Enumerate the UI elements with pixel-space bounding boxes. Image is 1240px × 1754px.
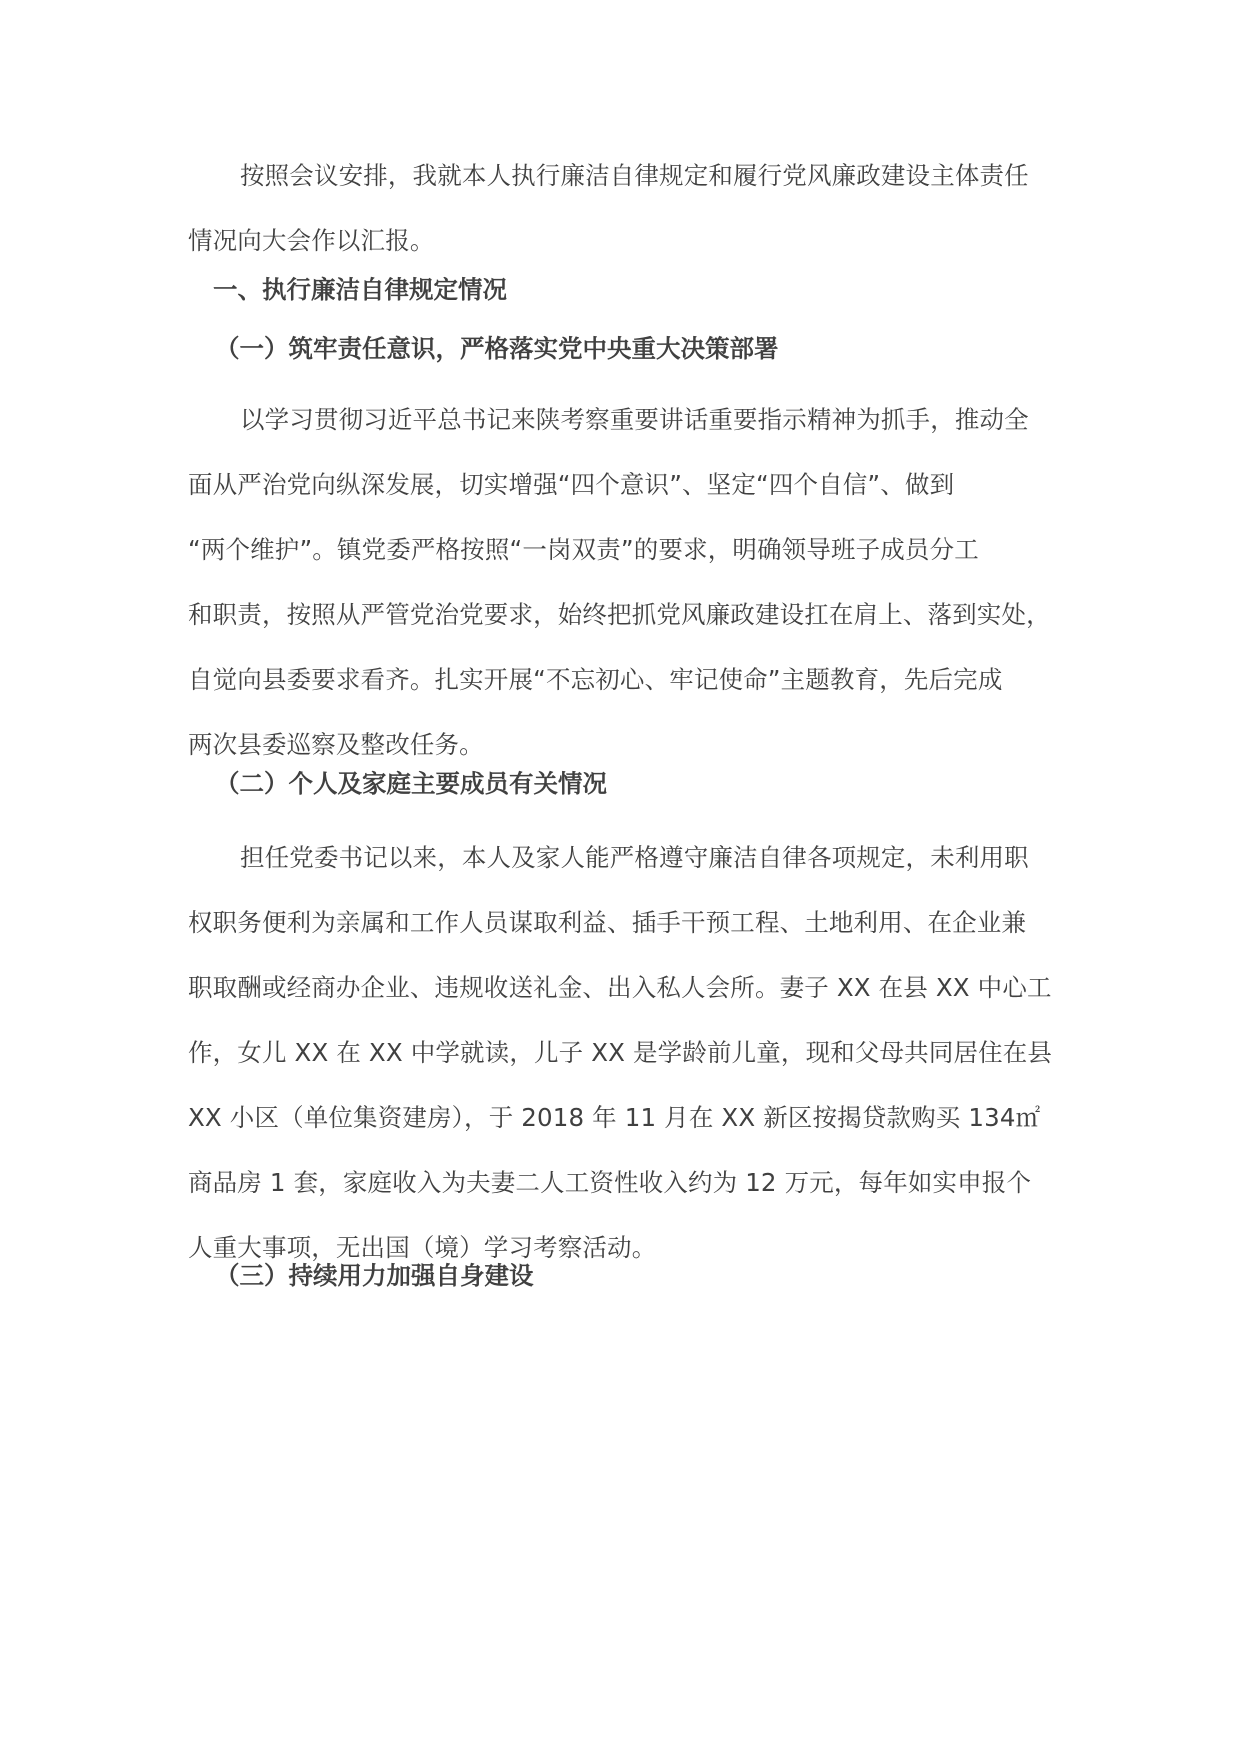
paragraph-line: 商品房 1 套，家庭收入为夫妻二人工资性收入约为 12 万元，每年如实申报个 <box>188 1168 1032 1197</box>
paragraph-line: 以学习贯彻习近平总书记来陕考察重要讲话重要指示精神为抓手，推动全 <box>240 405 1029 434</box>
paragraph-line: 作，女儿 XX 在 XX 中学就读，儿子 XX 是学龄前儿童，现和父母共同居住在县 <box>188 1038 1053 1067</box>
paragraph-line: “两个维护”。镇党委严格按照“一岗双责”的要求，明确领导班子成员分工 <box>188 535 979 564</box>
section-heading: 一、执行廉洁自律规定情况 <box>213 275 507 304</box>
subsection-heading: （二）个人及家庭主要成员有关情况 <box>215 769 607 798</box>
paragraph-line: 担任党委书记以来，本人及家人能严格遵守廉洁自律各项规定，未利用职 <box>240 843 1029 872</box>
paragraph-line: 自觉向县委要求看齐。扎实开展“不忘初心、牢记使命”主题教育，先后完成 <box>188 665 1003 694</box>
subsection-heading: （三）持续用力加强自身建设 <box>215 1261 534 1290</box>
body-paragraph <box>188 387 1060 777</box>
paragraph-line: 情况向大会作以汇报。 <box>188 226 435 255</box>
subsection-heading: （一）筑牢责任意识，严格落实党中央重大决策部署 <box>215 334 779 363</box>
paragraph-line: 面从严治党向纵深发展，切实增强“四个意识”、坚定“四个自信”、做到 <box>188 470 955 499</box>
paragraph-line: 职取酬或经商办企业、违规收送礼金、出入私人会所。妻子 XX 在县 XX 中心工 <box>188 973 1052 1002</box>
paragraph-line: XX 小区（单位集资建房），于 2018 年 11 月在 XX 新区按揭贷款购买 134㎡ <box>188 1103 1041 1132</box>
paragraph-line: 权职务便利为亲属和工作人员谋取利益、插手干预工程、土地利用、在企业兼 <box>188 908 1027 937</box>
paragraph-line: 按照会议安排，我就本人执行廉洁自律规定和履行党风廉政建设主体责任 <box>240 161 1029 190</box>
intro-paragraph <box>188 143 1060 273</box>
paragraph-line: 两次县委巡察及整改任务。 <box>188 730 484 759</box>
paragraph-line: 和职责，按照从严管党治党要求，始终把抓党风廉政建设扛在肩上、落到实处， <box>188 600 1051 629</box>
paragraph-line: 人重大事项，无出国（境）学习考察活动。 <box>188 1233 657 1262</box>
body-paragraph <box>188 825 1060 1280</box>
